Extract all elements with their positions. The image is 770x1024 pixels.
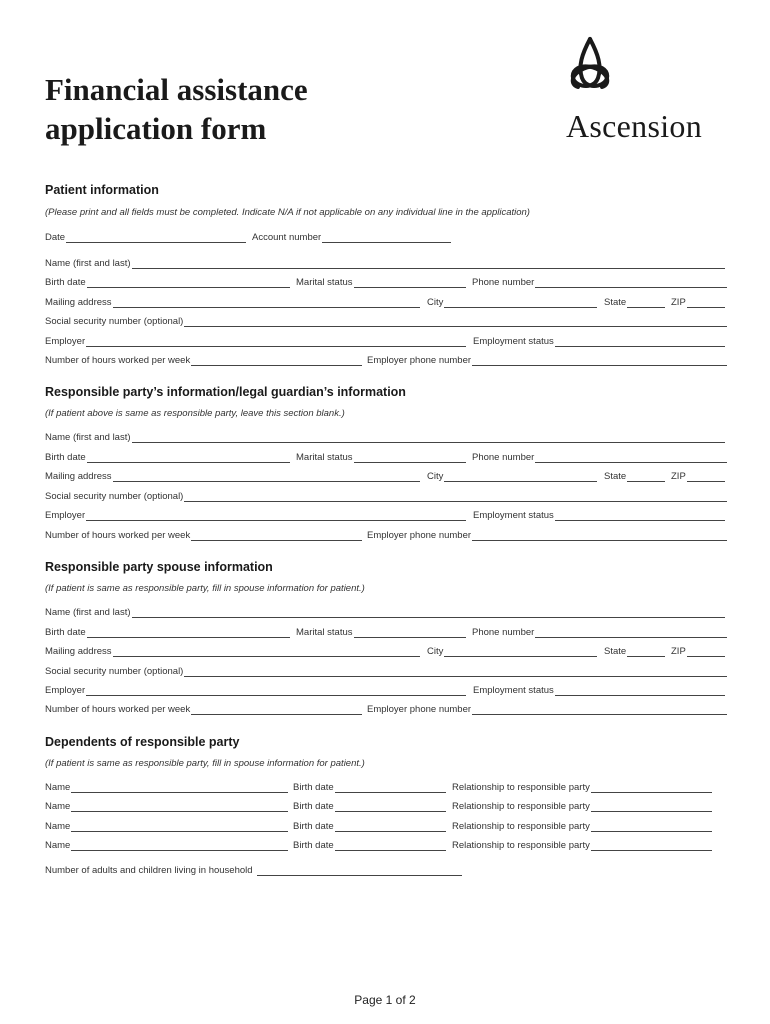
spouse-section-note: (If patient is same as responsible party, fill in spouse information for patient.) [45,583,365,594]
field-label: Name (first and last) [45,432,131,443]
dependents-section-note: (If patient is same as responsible party, fill in spouse information for patient.) [45,758,365,769]
field-label: State [604,646,627,657]
field-label: Employer [45,685,86,696]
fill-line[interactable] [113,471,420,482]
responsible-state-field[interactable] [604,469,665,482]
spouse-row-hours [45,702,727,716]
patient-zip-field[interactable] [671,295,725,308]
field-label: ZIP [671,646,686,657]
field-label: Date [45,232,66,243]
spouse-row-address [45,644,727,658]
field-label: Name [45,821,71,832]
trinity-knot-icon [568,36,612,92]
fill-line[interactable] [113,646,420,657]
fill-line[interactable] [687,646,725,657]
patient-ssn-field[interactable] [45,314,727,327]
patient-section-heading: Patient information [45,183,159,197]
patient-row-name [45,256,727,270]
spouse-city-field[interactable] [427,644,597,657]
responsible-row-name [45,430,727,444]
spouse-marital-field[interactable] [296,625,466,638]
dependent-relationship-field[interactable] [452,819,712,832]
dependent-relationship-field[interactable] [452,780,712,793]
spouse-row-birth [45,625,727,639]
fill-line[interactable] [591,782,712,793]
field-label: Marital status [296,277,353,288]
patient-row-hours [45,353,727,367]
patient-empphone-field[interactable] [367,353,727,366]
fill-line[interactable] [71,821,288,832]
fill-line[interactable] [444,471,597,482]
field-label: Social security number (optional) [45,491,184,502]
patient-marital-field[interactable] [296,275,466,288]
field-label: Employment status [473,510,554,521]
field-label: Relationship to responsible party [452,801,590,812]
form-title [45,70,308,148]
fill-line[interactable] [191,355,362,366]
fill-line[interactable] [184,316,727,327]
title-line-2: application form [45,111,267,146]
fill-line[interactable] [627,297,665,308]
field-label: Name (first and last) [45,258,131,269]
field-label: Birth date [293,801,334,812]
field-label: Employment status [473,336,554,347]
patient-employment-field[interactable] [473,334,725,347]
field-label: State [604,471,627,482]
responsible-birth-field[interactable] [45,450,290,463]
patient-employer-field[interactable] [45,334,466,347]
spouse-section-heading: Responsible party spouse information [45,560,273,574]
dependent-name-field[interactable] [45,799,288,812]
spouse-ssn-field[interactable] [45,664,727,677]
dependent-relationship-field[interactable] [452,799,712,812]
field-label: Relationship to responsible party [452,821,590,832]
fill-line[interactable] [444,297,597,308]
dependent-name-field[interactable] [45,819,288,832]
fill-line[interactable] [335,821,446,832]
responsible-empphone-field[interactable] [367,528,727,541]
fill-line[interactable] [591,821,712,832]
field-label: Mailing address [45,646,112,657]
dependents-section-heading: Dependents of responsible party [45,735,240,749]
field-label: Marital status [296,627,353,638]
dependent-row [45,838,727,852]
spouse-name-field[interactable] [45,605,725,618]
field-label: Employer [45,336,86,347]
responsible-marital-field[interactable] [296,450,466,463]
dependent-relationship-field[interactable] [452,838,712,851]
fill-line[interactable] [71,782,288,793]
patient-mailing-field[interactable] [45,295,420,308]
responsible-city-field[interactable] [427,469,597,482]
fill-line[interactable] [687,471,725,482]
responsible-employer-field[interactable] [45,508,466,521]
fill-line[interactable] [87,277,290,288]
patient-account-field[interactable] [252,230,451,243]
responsible-row-ssn [45,489,727,503]
patient-name-field[interactable] [45,256,725,269]
field-label: Birth date [45,627,86,638]
field-label: Mailing address [45,471,112,482]
responsible-employment-field[interactable] [473,508,725,521]
fill-line[interactable] [86,685,466,696]
responsible-row-address [45,469,727,483]
fill-line[interactable] [184,666,727,677]
field-label: Birth date [293,821,334,832]
responsible-row-hours [45,528,727,542]
fill-line[interactable] [113,297,420,308]
household-count-field[interactable] [45,863,462,876]
field-label: Relationship to responsible party [452,782,590,793]
fill-line[interactable] [555,685,725,696]
responsible-zip-field[interactable] [671,469,725,482]
spouse-row-employer [45,683,727,697]
fill-line[interactable] [591,801,712,812]
fill-line[interactable] [591,840,712,851]
field-label: City [427,646,444,657]
field-label: State [604,297,627,308]
fill-line[interactable] [335,801,446,812]
responsible-section-heading: Responsible party’s information/legal guardian’s information [45,385,406,399]
field-label: Birth date [293,782,334,793]
field-label: Number of adults and children living in household [45,865,253,876]
fill-line[interactable] [555,336,725,347]
patient-birth-field[interactable] [45,275,290,288]
spouse-state-field[interactable] [604,644,665,657]
responsible-phone-field[interactable] [472,450,727,463]
fill-line[interactable] [87,452,290,463]
responsible-hours-field[interactable] [45,528,362,541]
field-label: Name (first and last) [45,607,131,618]
spouse-birth-field[interactable] [45,625,290,638]
responsible-name-field[interactable] [45,430,725,443]
field-label: Marital status [296,452,353,463]
fill-line[interactable] [66,232,246,243]
field-label: Name [45,782,71,793]
patient-date-field[interactable] [45,230,246,243]
fill-line[interactable] [627,471,665,482]
fill-line[interactable] [335,840,446,851]
fill-line[interactable] [132,258,725,269]
spouse-employment-field[interactable] [473,683,725,696]
patient-city-field[interactable] [427,295,597,308]
field-label: Number of hours worked per week [45,355,191,366]
patient-phone-field[interactable] [472,275,727,288]
field-label: Social security number (optional) [45,316,184,327]
fill-line[interactable] [627,646,665,657]
fill-line[interactable] [535,627,727,638]
fill-line[interactable] [191,530,362,541]
fill-line[interactable] [555,510,725,521]
field-label: Birth date [293,840,334,851]
dependent-birth-field[interactable] [293,838,446,851]
field-label: Birth date [45,452,86,463]
fill-line[interactable] [354,277,467,288]
patient-row-employer [45,334,727,348]
fill-line[interactable] [335,782,446,793]
dependent-name-field[interactable] [45,838,288,851]
fill-line[interactable] [472,704,727,715]
dependent-birth-field[interactable] [293,780,446,793]
field-label: Phone number [472,452,535,463]
fill-line[interactable] [472,355,727,366]
field-label: Name [45,801,71,812]
fill-line[interactable] [444,646,597,657]
patient-row-ssn [45,314,727,328]
dependent-birth-field[interactable] [293,819,446,832]
spouse-row-ssn [45,664,727,678]
spouse-employer-field[interactable] [45,683,466,696]
fill-line[interactable] [354,452,467,463]
fill-line[interactable] [191,704,362,715]
field-label: Mailing address [45,297,112,308]
patient-section-note: (Please print and all fields must be completed. Indicate N/A if not applicable on any individual line in the application) [45,207,530,218]
spouse-mailing-field[interactable] [45,644,420,657]
field-label: Phone number [472,277,535,288]
field-label: City [427,297,444,308]
title-line-1: Financial assistance [45,72,308,107]
patient-hours-field[interactable] [45,353,362,366]
patient-row-date [45,230,727,244]
field-label: Employer phone number [367,530,472,541]
dependent-row [45,799,727,813]
field-label: ZIP [671,297,686,308]
fill-line[interactable] [322,232,451,243]
spouse-row-name [45,605,727,619]
dependent-row [45,780,727,794]
fill-line[interactable] [71,801,288,812]
field-label: Number of hours worked per week [45,530,191,541]
responsible-mailing-field[interactable] [45,469,420,482]
fill-line[interactable] [86,510,466,521]
fill-line[interactable] [71,840,288,851]
field-label: Employer phone number [367,704,472,715]
field-label: Employer phone number [367,355,472,366]
fill-line[interactable] [535,452,727,463]
responsible-ssn-field[interactable] [45,489,727,502]
field-label: ZIP [671,471,686,482]
field-label: Birth date [45,277,86,288]
dependent-name-field[interactable] [45,780,288,793]
fill-line[interactable] [87,627,290,638]
spouse-hours-field[interactable] [45,702,362,715]
responsible-row-birth [45,450,727,464]
responsible-section-note: (If patient above is same as responsible party, leave this section blank.) [45,408,345,419]
fill-line[interactable] [86,336,466,347]
household-row [45,863,727,877]
spouse-phone-field[interactable] [472,625,727,638]
field-label: Name [45,840,71,851]
fill-line[interactable] [687,297,725,308]
spouse-zip-field[interactable] [671,644,725,657]
fill-line[interactable] [535,277,727,288]
fill-line[interactable] [132,607,725,618]
field-label: Social security number (optional) [45,666,184,677]
spouse-empphone-field[interactable] [367,702,727,715]
page-number: Page 1 of 2 [354,993,416,1007]
responsible-row-employer [45,508,727,522]
fill-line[interactable] [257,865,462,876]
fill-line[interactable] [472,530,727,541]
field-label: Phone number [472,627,535,638]
dependent-birth-field[interactable] [293,799,446,812]
field-label: Account number [252,232,322,243]
fill-line[interactable] [354,627,467,638]
patient-row-birth [45,275,727,289]
logo-wordmark: Ascension [566,108,703,144]
field-label: Relationship to responsible party [452,840,590,851]
dependent-row [45,819,727,833]
patient-row-address [45,295,727,309]
fill-line[interactable] [132,432,725,443]
patient-state-field[interactable] [604,295,665,308]
field-label: City [427,471,444,482]
field-label: Employer [45,510,86,521]
fill-line[interactable] [184,491,727,502]
field-label: Employment status [473,685,554,696]
field-label: Number of hours worked per week [45,704,191,715]
